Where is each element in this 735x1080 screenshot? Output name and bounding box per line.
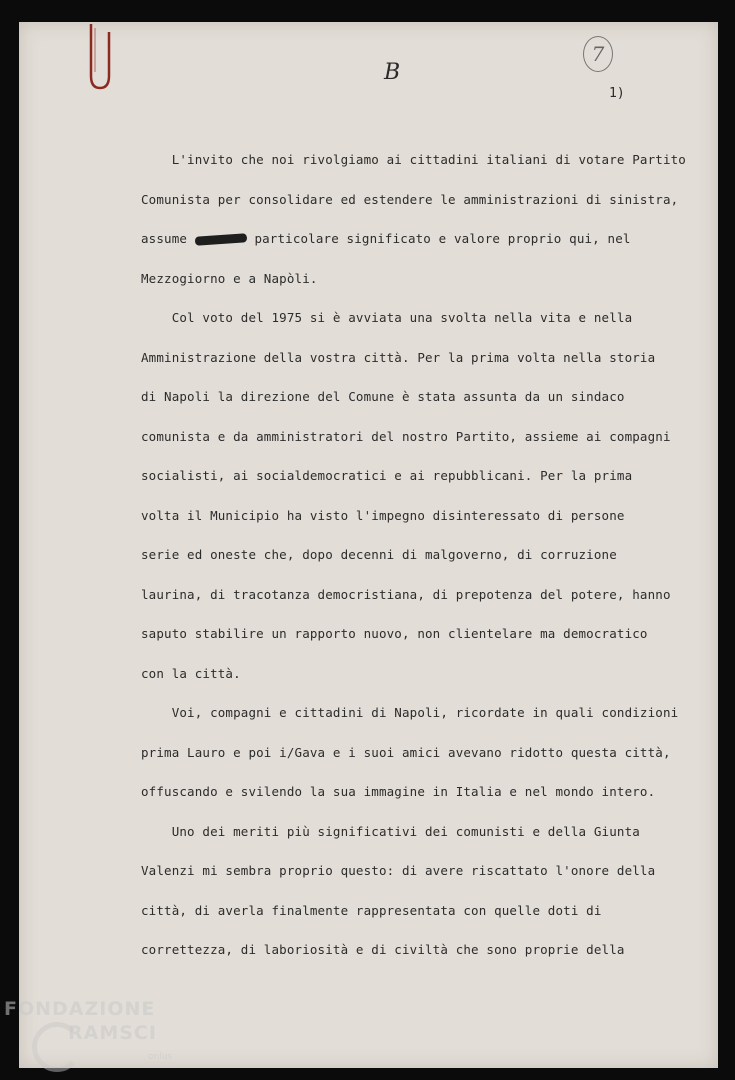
text-line: di Napoli la direzione del Comune è stata assunta da un sindaco <box>141 389 625 404</box>
text-line: laurina, di tracotanza democristiana, di prepotenza del potere, hanno <box>141 586 671 602</box>
text-line: Uno dei meriti più significativi dei comunisti e della Giunta <box>141 823 640 839</box>
text-fragment: assume <box>141 231 188 246</box>
document-page <box>19 22 718 1068</box>
typed-text-body <box>141 140 709 970</box>
text-line: L'invito che noi rivolgiamo ai cittadini italiani di votare Partito <box>141 152 686 167</box>
redacted-word <box>194 233 247 246</box>
text-line: volta il Municipio ha visto l'impegno disinteressato di persone <box>141 507 625 523</box>
watermark-logo <box>2 998 202 1078</box>
text-line: città, di averla finalmente rappresentata con quelle doti di <box>141 902 602 918</box>
page-number: 1) <box>609 86 625 101</box>
text-line: Mezzogiorno e a Napòli. <box>141 270 318 286</box>
text-line: Voi, compagni e cittadini di Napoli, ricordate in quali condizioni <box>141 705 679 720</box>
text-line: Valenzi mi sembra proprio questo: di avere riscattato l'onore della <box>141 863 656 878</box>
watermark-line2: RAMSCI <box>68 1022 157 1044</box>
watermark-line1: FONDAZIONE <box>4 998 156 1020</box>
paperclip-mark <box>85 22 115 90</box>
text-line: Comunista per consolidare ed estendere le amministrazioni di sinistra, <box>141 191 679 207</box>
text-line: prima Lauro e poi i/Gava e i suoi amici avevano ridotto questa città, <box>141 744 671 760</box>
text-line: Amministrazione della vostra città. Per la prima volta nella storia <box>141 349 656 365</box>
handwritten-annotation: B <box>384 60 401 85</box>
text-line: Col voto del 1975 si è avviata una svolta nella vita e nella <box>141 310 633 325</box>
text-line: comunista e da amministratori del nostro Partito, assieme ai compagni <box>141 428 671 444</box>
text-fragment: particolare significato e valore proprio qui, nel <box>254 231 631 246</box>
circled-page-number: 7 <box>583 36 613 72</box>
text-line: serie ed oneste che, dopo decenni di malgoverno, di corruzione <box>141 547 617 562</box>
text-line: offuscando e svilendo la sua immagine in Italia e nel mondo intero. <box>141 784 656 799</box>
text-line: correttezza, di laboriosità e di civiltà che sono proprie della <box>141 942 625 957</box>
watermark-sub: onlus <box>148 1052 173 1062</box>
text-line: saputo stabilire un rapporto nuovo, non clientelare ma democratico <box>141 626 648 641</box>
text-line <box>141 219 709 259</box>
text-line: socialisti, ai socialdemocratici e ai repubblicani. Per la prima <box>141 468 633 483</box>
text-line: con la città. <box>141 665 241 681</box>
